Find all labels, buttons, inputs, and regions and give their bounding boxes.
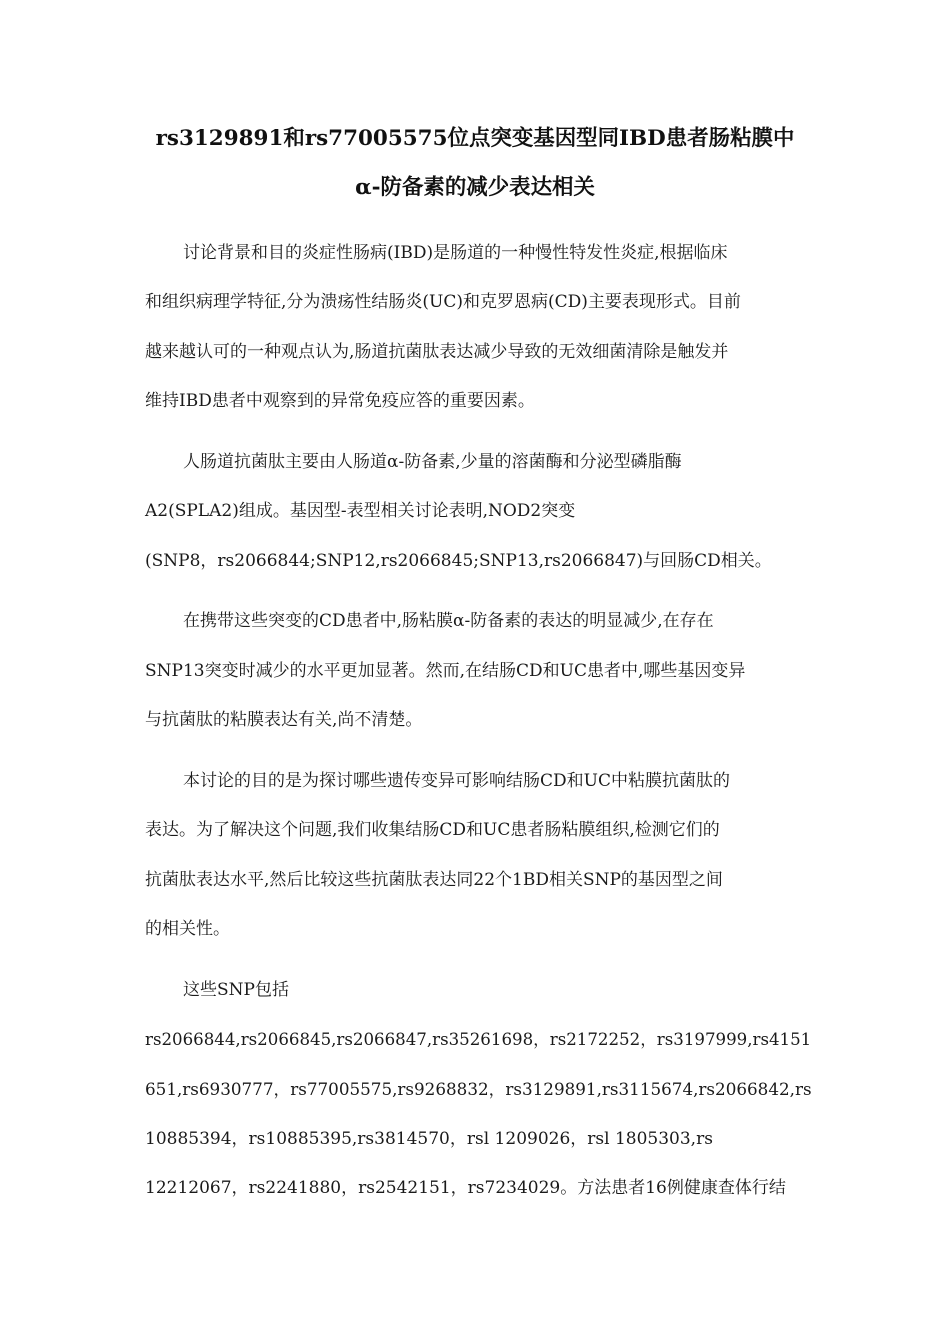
paragraph-4-line-2: 表达。为了解决这个问题,我们收集结肠CD和UC患者肠粘膜组织,检测它们的 (145, 820, 720, 840)
document-title-line-2: α-防备素的减少表达相关 (355, 175, 595, 200)
paragraph-4-line-3: 抗菌肽表达水平,然后比较这些抗菌肽表达同22个1BD相关SNP的基因型之间 (145, 870, 723, 890)
paragraph-1-line-4: 维持IBD患者中观察到的异常免疫应答的重要因素。 (145, 391, 535, 411)
paragraph-1-line-2: 和组织病理学特征,分为溃疡性结肠炎(UC)和克罗恩病(CD)主要表现形式。目前 (145, 292, 741, 312)
paragraph-5-line-3: 651,rs6930777，rs77005575,rs9268832，rs3129891,rs3115674,rs2066842,rs (145, 1079, 812, 1099)
paragraph-2-line-2: A2(SPLA2)组成。基因型-表型相关讨论表明,NOD2突变 (145, 501, 576, 521)
paragraph-1-line-1: 讨论背景和目的炎症性肠病(IBD)是肠道的一种慢性特发性炎症,根据临床 (183, 243, 728, 263)
paragraph-5-line-5: 12212067，rs2241880，rs2542151，rs7234029。方法患者16例健康查体行结 (145, 1178, 786, 1198)
paragraph-4-line-1: 本讨论的目的是为探讨哪些遗传变异可影响结肠CD和UC中粘膜抗菌肽的 (183, 771, 730, 791)
paragraph-2-line-1: 人肠道抗菌肽主要由人肠道α-防备素,少量的溶菌酶和分泌型磷脂酶 (183, 452, 682, 472)
paragraph-3-line-1: 在携带这些突变的CD患者中,肠粘膜α-防备素的表达的明显减少,在存在 (183, 611, 714, 631)
paragraph-2-line-3: (SNP8，rs2066844;SNP12,rs2066845;SNP13,rs2066847)与回肠CD相关。 (145, 551, 772, 571)
paragraph-3-line-3: 与抗菌肽的粘膜表达有关,尚不清楚。 (145, 710, 423, 730)
paragraph-5-line-2: rs2066844,rs2066845,rs2066847,rs35261698，rs2172252，rs3197999,rs4151 (145, 1030, 812, 1049)
paragraph-3-line-2: SNP13突变时减少的水平更加显著。然而,在结肠CD和UC患者中,哪些基因变异 (145, 661, 746, 681)
paragraph-5-line-1: 这些SNP包括 (183, 980, 289, 1000)
paragraph-1-line-3: 越来越认可的一种观点认为,肠道抗菌肽表达减少导致的无效细菌清除是触发并 (145, 342, 729, 362)
paragraph-5-line-4: 10885394，rs10885395,rs3814570，rsl 1209026，rsl 1805303,rs (145, 1129, 713, 1149)
paragraph-4-line-4: 的相关性。 (145, 919, 230, 939)
document-title-line-1: rs3129891和rs77005575位点突变基因型同IBD患者肠粘膜中 (155, 126, 795, 151)
